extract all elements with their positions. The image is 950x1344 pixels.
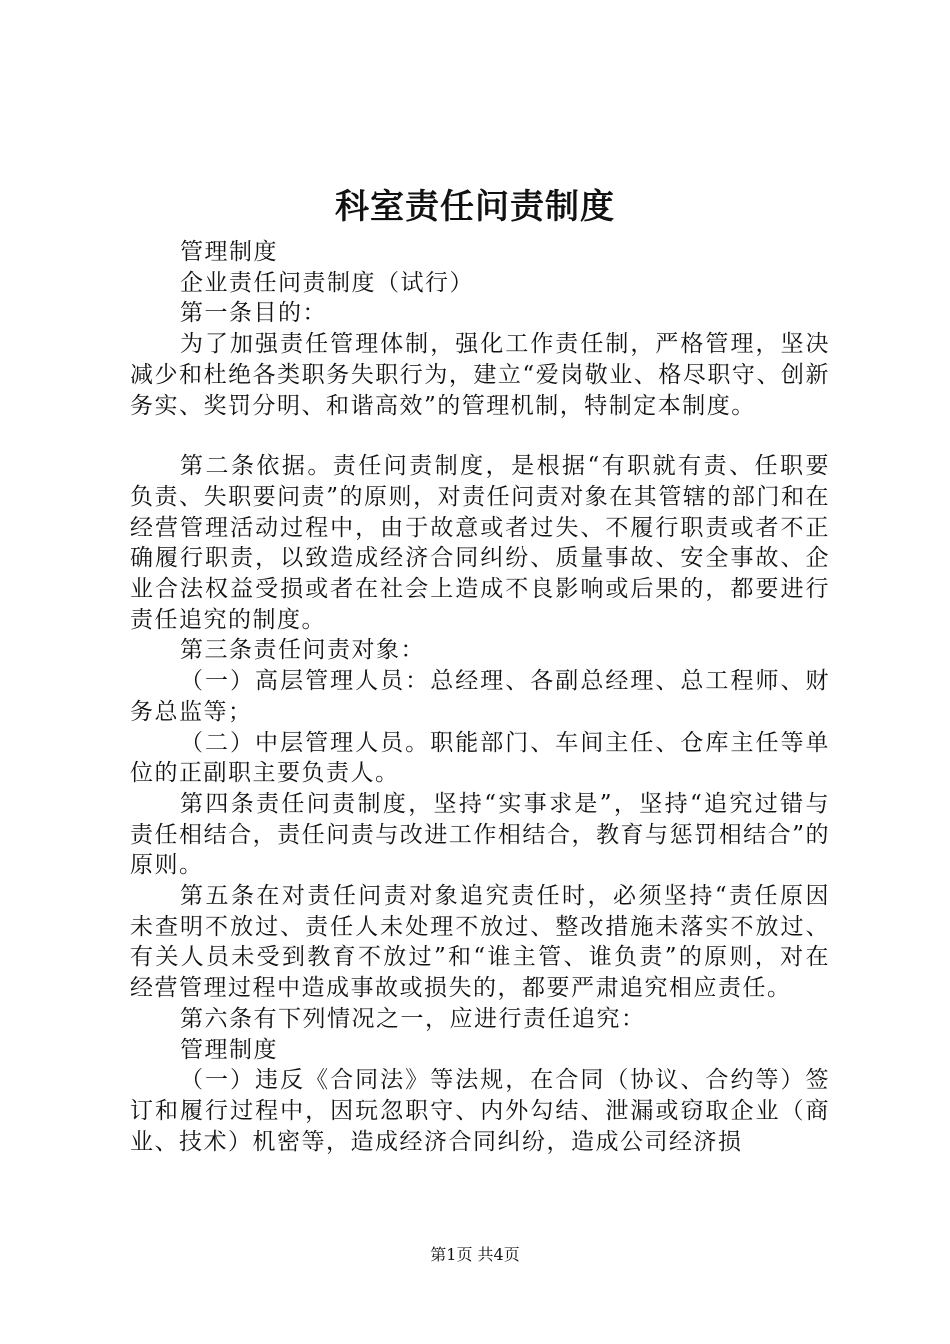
- paragraph: 第五条在对责任问责对象追究责任时，必须坚持“责任原因未查明不放过、责任人未处理不放过、整改措施未落实不放过、有关人员未受到教育不放过”和“谁主管、谁负责”的原则，对在经营管理过程中造成事故或损失的，都要严肃追究相应责任。: [130, 883, 830, 1002]
- document-title: 科室责任问责制度: [335, 187, 615, 227]
- paragraph: 管理制度: [180, 239, 278, 265]
- paragraph: （二）中层管理人员。职能部门、车间主任、仓库主任等单位的正副职主要负责人。: [130, 729, 830, 787]
- paragraph: 管理制度: [180, 1036, 278, 1063]
- paragraph: 第二条依据。责任问责制度，是根据“有职就有责、任职要负责、失职要问责”的原则，对责任问责对象在其管辖的部门和在经营管理活动过程中，由于故意或者过失、不履行职责或者不正确履行职责，以致造成经济合同纠纷、质量事故、安全事故、企业合法权益受损或者在社会上造成不良影响或后果的，都要进行责任追究的制度。: [130, 453, 830, 633]
- page-footer: 第1页 共4页: [430, 1245, 520, 1264]
- paragraph: 第三条责任问责对象：: [180, 637, 425, 664]
- paragraph: 企业责任问责制度（试行）: [180, 269, 474, 296]
- paragraph: （一）高层管理人员：总经理、各副总经理、总工程师、财务总监等；: [130, 668, 830, 725]
- paragraph: 第一条目的：: [180, 300, 327, 327]
- paragraph: （一）违反《合同法》等法规，在合同（协议、合约等）签订和履行过程中，因玩忽职守、内外勾结、泄漏或窃取企业（商业、技术）机密等，造成经济合同纠纷，造成公司经济损: [130, 1067, 830, 1155]
- paragraph: 为了加强责任管理体制，强化工作责任制，严格管理，坚决减少和杜绝各类职务失职行为，建立“爱岗敬业、格尽职守、创新务实、奖罚分明、和谐高效”的管理机制，特制定本制度。: [130, 331, 830, 419]
- document-body: [130, 237, 830, 1157]
- paragraph: 第六条有下列情况之一，应进行责任追究：: [180, 1005, 646, 1032]
- paragraph: 第四条责任问责制度，坚持“实事求是”，坚持“追究过错与责任相结合，责任问责与改进工作相结合，教育与惩罚相结合”的原则。: [130, 790, 830, 879]
